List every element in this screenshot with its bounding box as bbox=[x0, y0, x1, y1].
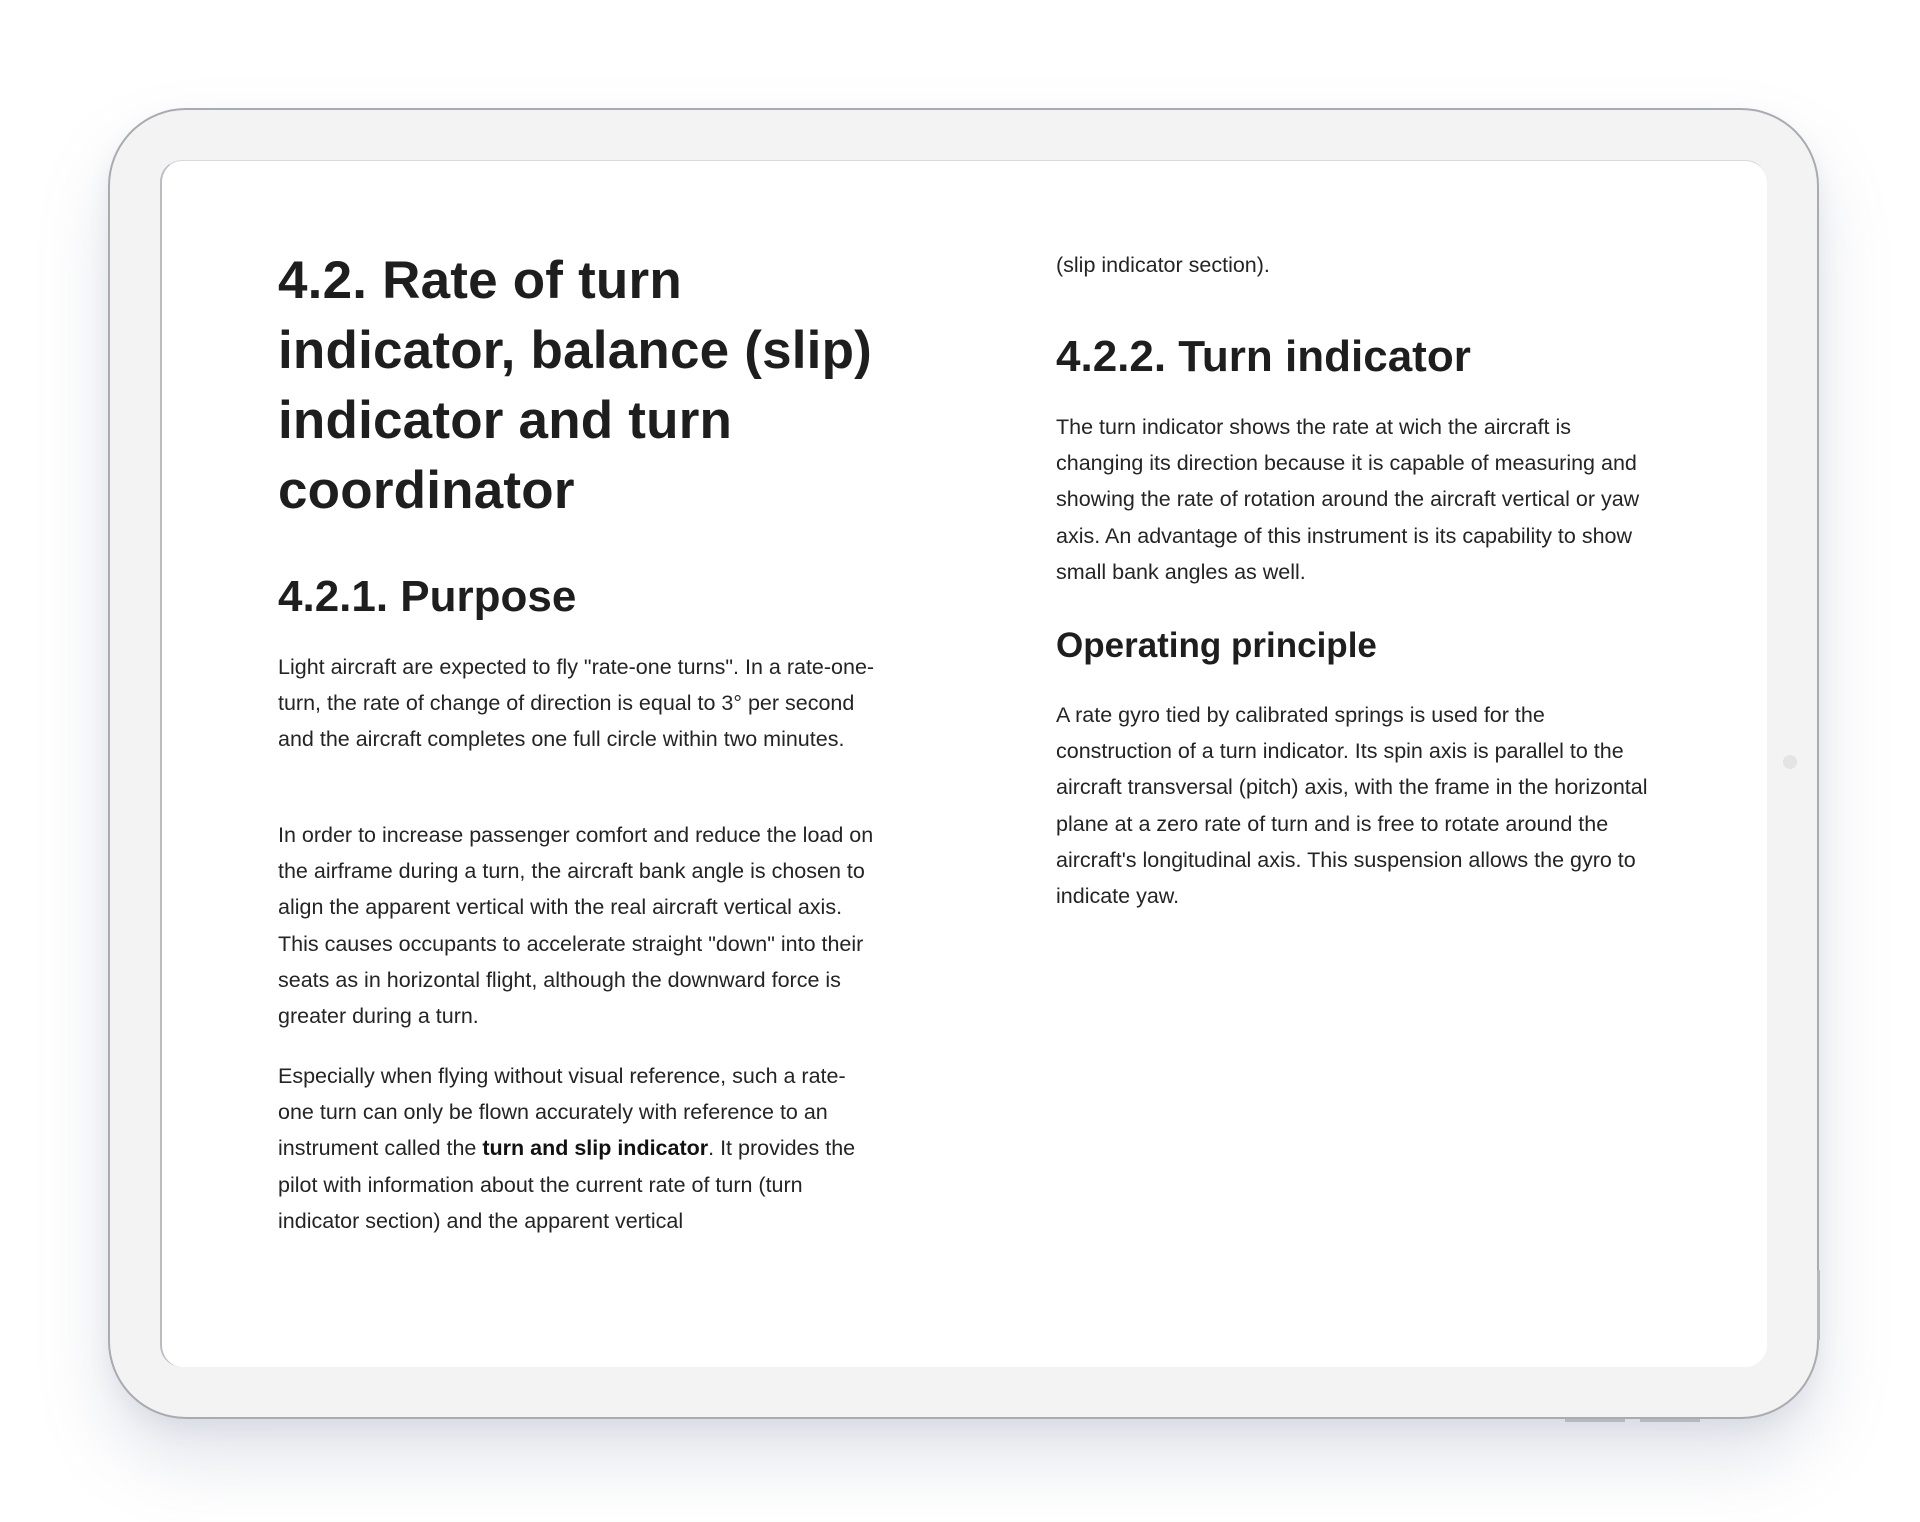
operating-principle-paragraph: A rate gyro tied by calibrated springs is used for the construction of a turn indicator. Its spin axis is parallel to the aircraft transversal (pitch) axis, with the frame in the horizontal plane at a zero rate of turn and is free to rotate around the aircraft's longitudinal axis. This suspension allows the gyro to indicate yaw. bbox=[1056, 703, 1648, 909]
purpose-paragraph-1: Light aircraft are expected to fly "rate-one turns". In a rate-one-turn, the rate of change of direction is equal to 3° per second and the aircraft completes one full circle within two minutes. bbox=[278, 655, 875, 752]
turn-indicator-paragraph: The turn indicator shows the rate at wich the aircraft is changing its direction because it is capable of measuring and showing the rate of rotation around the aircraft vertical or yaw axis. An advantage of this instrument is its capability to show small bank angles as well. bbox=[1056, 415, 1640, 584]
purpose-paragraph-2: In order to increase passenger comfort and reduce the load on the airframe during a turn, the aircraft bank angle is chosen to align the apparent vertical with the real aircraft vertical axis. This causes occupants to accelerate straight "down" into their seats as in horizontal flight, although the downward force is greater during a turn. bbox=[278, 823, 874, 1029]
purpose-heading: 4.2.1. Purpose bbox=[278, 572, 577, 621]
turn-indicator-heading: 4.2.2. Turn indicator bbox=[1056, 332, 1471, 381]
paragraph-3-text-end: . It provides the pilot with information about the current rate of turn (turn indicator section) and the apparent vertical bbox=[278, 1136, 856, 1233]
paragraph-3-text-start: Especially when flying without visual reference, such a rate-one turn can only be flown accurately with reference to an instrument called the bbox=[278, 1064, 846, 1161]
bottom-button-right bbox=[1640, 1419, 1700, 1422]
page-title: 4.2. Rate of turn indicator, balance (slip) indicator and turn coordinator bbox=[278, 251, 873, 520]
purpose-paragraph-3 bbox=[278, 1058, 878, 1239]
turn-and-slip-indicator-term: turn and slip indicator bbox=[482, 1136, 709, 1161]
camera-icon bbox=[1783, 755, 1797, 769]
tablet-screen bbox=[160, 160, 1767, 1367]
side-button bbox=[1817, 1270, 1820, 1340]
bottom-button-left bbox=[1565, 1419, 1625, 1422]
continuation-text: (slip indicator section). bbox=[1056, 253, 1270, 277]
operating-principle-heading: Operating principle bbox=[1056, 626, 1377, 665]
